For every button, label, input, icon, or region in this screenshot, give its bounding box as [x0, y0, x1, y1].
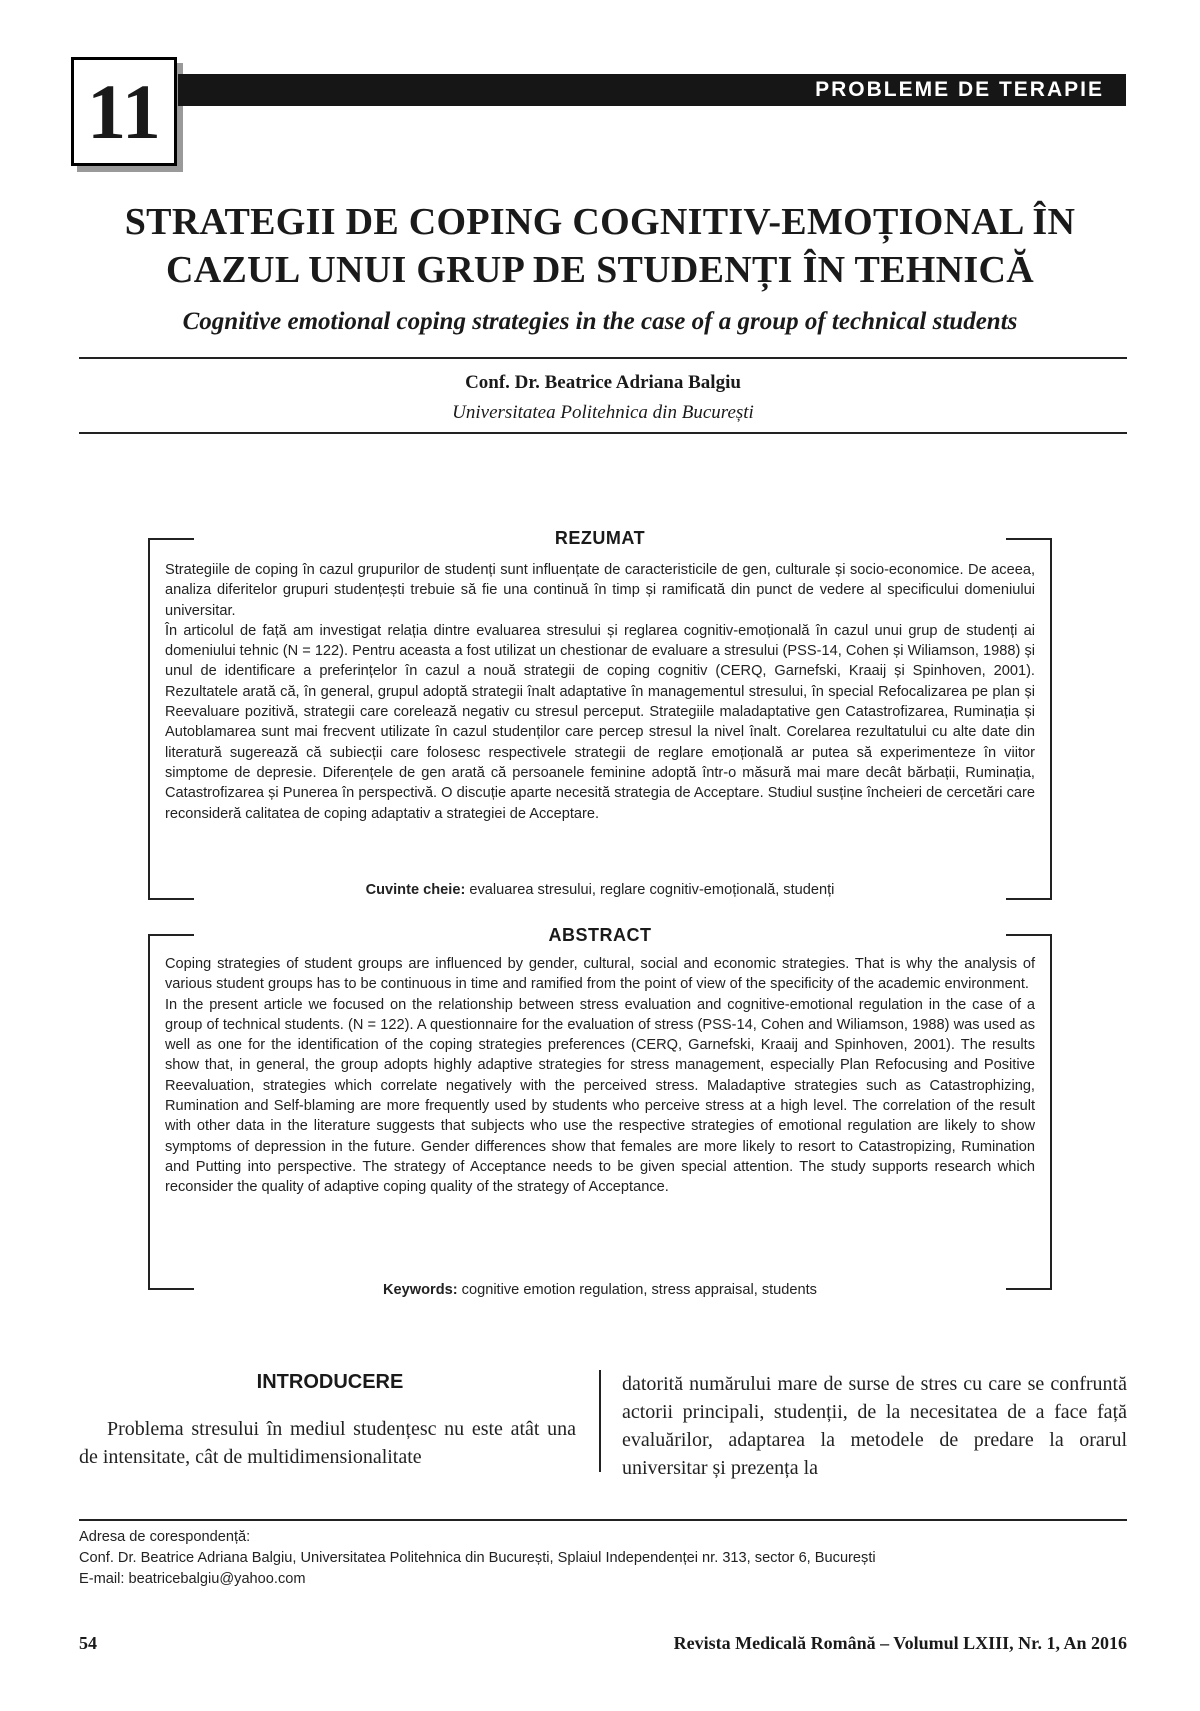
section-title: PROBLEME DE TERAPIE [815, 78, 1104, 101]
abstract-keywords-label: Keywords: [383, 1282, 458, 1298]
section-header-bar [178, 74, 1126, 106]
title-rule-top [79, 357, 1127, 359]
abstract-keywords [150, 1282, 1050, 1298]
abstract-paragraph-1: Coping strategies of student groups are influenced by gender, cultural, social and economic strategies. That is why the analysis of various student groups has to be continuous in time and ramified from the point of view of the specificity of the academic environment. [165, 956, 1035, 993]
article-title-line2: CAZUL UNUI GRUP DE STUDENȚI ÎN TEHNICĂ [166, 249, 1034, 291]
title-rule-bottom [79, 432, 1127, 434]
rezumat-body [165, 560, 1035, 824]
introduction-left-column [79, 1415, 576, 1471]
correspondence-address: Conf. Dr. Beatrice Adriana Balgiu, Universitatea Politehnica din București, Splaiul Independenței nr. 313, sector 6, București [79, 1550, 876, 1566]
rezumat-heading: REZUMAT [554, 528, 646, 548]
abstract-keywords-text: cognitive emotion regulation, stress appraisal, students [461, 1282, 817, 1298]
article-subtitle: Cognitive emotional coping strategies in the case of a group of technical students [182, 308, 1018, 335]
author-name: Conf. Dr. Beatrice Adriana Balgiu [465, 372, 741, 393]
introduction-right-column [622, 1370, 1127, 1482]
footnote-rule [79, 1519, 1127, 1521]
author-affiliation: Universitatea Politehnica din București [452, 402, 754, 423]
rezumat-keywords-text: evaluarea stresului, reglare cognitiv-emoțională, studenți [469, 882, 835, 898]
rezumat-keywords-label: Cuvinte cheie: [365, 882, 466, 898]
journal-citation: Revista Medicală Română – Volumul LXIII, Nr. 1, An 2016 [673, 1633, 1127, 1653]
abstract-heading: ABSTRACT [548, 925, 652, 945]
introduction-heading: INTRODUCERE [256, 1371, 404, 1393]
column-divider [599, 1370, 601, 1472]
introduction-left-text: Problema stresului în mediul studențesc nu este atât una de intensitate, cât de multidimensionalitate [79, 1418, 576, 1468]
correspondence-label: Adresa de corespondență: [79, 1529, 251, 1545]
section-number: 11 [87, 67, 161, 155]
rezumat-paragraph-2: În articolul de față am investigat relația dintre evaluarea stresului și reglarea cognitiv-emoțională în cazul unui grup de studenți ai domeniului tehnic (N = 122). Pentru aceasta a fost utilizat un chestionar de evaluare a stresului (PSS-14, Cohen și Wiliamson, 1988) și unul de identificare a preferințelor în cazul a nouă strategii de coping cognitiv (CERQ, Garnefski, Kraaij și Spinhoven, 2001). Rezultatele arată că, în general, grupul adoptă strategii înalt adaptative în managementul stresului, în special Refocalizarea pe plan și Reevaluare pozitivă, strategii care corelează negativ cu stresul perceput. Strategiile maladaptative gen Catastrofizarea, Ruminația și Autoblamarea sunt mai frecvent utilizate în cazul studenților care percep stresul la nivel înalt. Corelarea rezultatului cu alte date din literatură sugerează că subiecții care folosesc respectivele strategii de reglare emoțională ar putea să experimenteze în viitor simptome de depresie. Diferențele de gen arată că persoanele feminine adoptă într-o măsură mai mare decât bărbații, Ruminația, Catastrofizarea și Punerea în perspectivă. O discuție aparte necesită strategia de Acceptare. Studiul susține încheieri de cercetări care reconsideră calitatea de coping adaptativ a strategiei de Acceptare. [165, 622, 1035, 822]
abstract-body [165, 954, 1035, 1198]
rezumat-paragraph-1: Strategiile de coping în cazul grupurilor de studenți sunt influențate de caracteristicile de gen, culturale și socio-economice. De aceea, analiza diferitelor grupuri studențești trebuie să fie una continuă în timp și ramificată din punct de vedere al specificului domeniului universitar. [165, 562, 1035, 619]
correspondence-email: E-mail: beatricebalgiu@yahoo.com [79, 1571, 306, 1587]
page-number: 54 [79, 1633, 97, 1653]
rezumat-keywords [150, 882, 1050, 898]
abstract-paragraph-2: In the present article we focused on the relationship between stress evaluation and cognitive-emotional regulation in the case of a group of technical students. (N = 122). A questionnaire for the evaluation of stress (PSS-14, Cohen and Wiliamson, 1988) was used as well as one for the identification of the coping strategies preferences (CERQ, Garnefski, Kraaij and Spinhoven, 2001). The results show that, in general, the group adopts highly adaptive strategies for stress management, especially Plan Refocusing and Positive Reevaluation, strategies which correlate negatively with the perceived stress. Maladaptive strategies such as Catastrophizing, Rumination and Self-blaming are more frequently used by students who perceive stress at a high level. The correlation of the result with other data in the literature suggests that subjects who use the respective strategies of emotional regulation are likely to show symptoms of depression in the future. Gender differences show that females are more likely to resort to Catastropizing, Rumination and Putting into perspective. The strategy of Acceptance needs to be given special attention. The study supports research which reconsider the quality of adaptive coping quality of the strategy of Acceptance. [165, 996, 1035, 1196]
section-number-box [71, 57, 177, 166]
introduction-right-text: datorită numărului mare de surse de stres cu care se confruntă actorii principali, studenții, de la necesitatea de a face față evaluărilor, adaptarea la metodele de predare la orarul universitar și prezența la [622, 1373, 1127, 1479]
article-title-line1: STRATEGII DE COPING COGNITIV-EMOȚIONAL ÎN [124, 201, 1076, 243]
